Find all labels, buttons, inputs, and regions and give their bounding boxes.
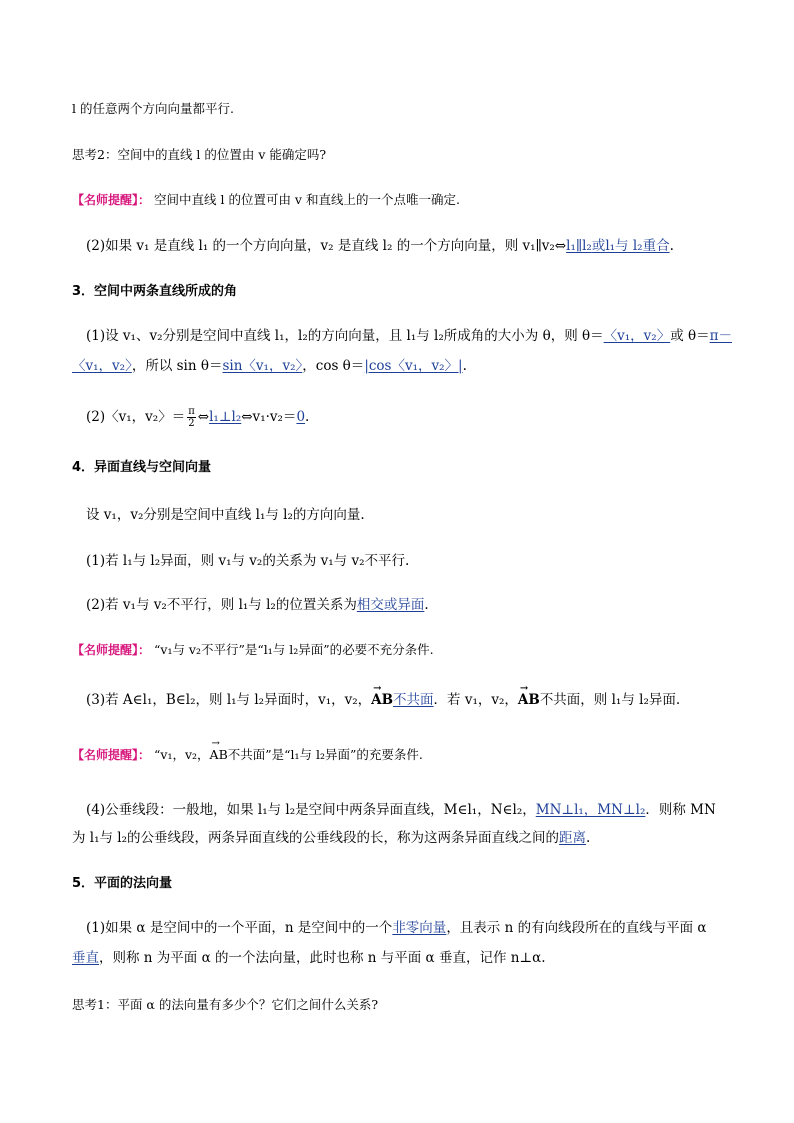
text-line: (1)若 l₁与 l₂异面，则 v₁与 v₂的关系为 v₁与 v₂不平行.: [86, 553, 410, 569]
answer-blank: 非零向量: [392, 920, 447, 936]
answer-blank: 相交或异面: [356, 597, 425, 613]
section-heading: 5．平面的法向量: [72, 876, 173, 891]
section-heading: 4．异面直线与空间向量: [72, 460, 212, 475]
text-line: (3)若 A∈l₁，B∈l₂，则 l₁与 l₂异面时，v₁，v₂，→ AB不共面．若 v₁，v₂，→ AB不共面，则 l₁与 l₂异面.: [86, 690, 734, 710]
section-heading: 3．空间中两条直线所成的角: [72, 284, 238, 299]
text-line: 为 l₁与 l₂的公垂线段，两条异面直线的公垂线段的长，称为这两条异面直线之间的距离.: [72, 830, 591, 846]
text-line: (2)〈v₁，v₂〉＝ $\frac{\pi}{2}$ ⇔l₁⊥l₂⇔v₁·v₂＝0.: [86, 406, 310, 429]
answer-blank: |cos〈v₁，v₂〉|: [364, 358, 463, 374]
think-question-1: 思考1：平面 α 的法向量有多少个？它们之间什么关系?: [72, 997, 379, 1012]
vector-ab: → AB: [518, 690, 540, 710]
answer-blank: sin〈v₁，v₂〉: [222, 358, 303, 374]
tip-label: 【名师提醒】：: [72, 643, 151, 657]
text-line: l 的任意两个方向向量都平行.: [72, 101, 234, 116]
tip-label: 【名师提醒】：: [72, 748, 151, 762]
text-line: 设 v₁，v₂分别是空间中直线 l₁与 l₂的方向向量.: [86, 507, 365, 523]
fraction: $\frac{\pi}{2}$: [188, 406, 195, 429]
tip-label: 【名师提醒】：: [72, 193, 151, 207]
text-line: (4)公垂线段：一般地，如果 l₁与 l₂是空间中两条异面直线，M∈l₁，N∈l₂，MN⊥l₁，MN⊥l₂．则称 MN: [86, 802, 716, 818]
vector-ab: → AB: [210, 745, 228, 765]
answer-blank: 不共面: [393, 692, 434, 708]
answer-blank: l₁∥l₂: [566, 238, 592, 254]
teacher-tip: 【名师提醒】： “v₁，v₂，→ AB不共面”是“l₁与 l₂异面”的充要条件.: [72, 745, 734, 765]
answer-blank: 0: [296, 409, 306, 425]
answer-blank: l₁⊥l₂: [209, 409, 242, 425]
answer-blank: 〈v₁，v₂〉: [72, 358, 132, 374]
teacher-tip: 【名师提醒】： 空间中直线 l 的位置可由 v 和直线上的一个点唯一确定.: [72, 192, 460, 207]
text-line: (1)设 v₁、v₂分别是空间中直线 l₁，l₂的方向向量，且 l₁与 l₂所成角的大小为 θ，则 θ＝〈v₁，v₂〉或 θ＝π－: [86, 328, 732, 344]
vector-ab: → AB: [371, 690, 393, 710]
text-line: 〈v₁，v₂〉，所以 sin θ＝sin〈v₁，v₂〉，cos θ＝|cos〈v₁，v₂〉|.: [72, 358, 467, 374]
answer-blank: 垂直: [72, 950, 99, 966]
answer-blank: 距离: [559, 830, 587, 846]
text-line: (1)如果 α 是空间中的一个平面，n 是空间中的一个非零向量，且表示 n 的有向线段所在的直线与平面 α: [86, 920, 707, 936]
answer-blank: l₁与 l₂重合: [605, 238, 670, 254]
text-line: (2)若 v₁与 v₂不平行，则 l₁与 l₂的位置关系为相交或异面.: [86, 597, 429, 613]
answer-blank: 〈v₁，v₂〉: [603, 328, 671, 344]
answer-blank: MN⊥l₁，MN⊥l₂: [535, 802, 646, 818]
text-line: (2)如果 v₁ 是直线 l₁ 的一个方向向量，v₂ 是直线 l₂ 的一个方向向量，则 v₁∥v₂⇔l₁∥l₂或l₁与 l₂重合.: [86, 238, 674, 254]
think-question-2: 思考2：空间中的直线 l 的位置由 v 能确定吗?: [72, 147, 327, 162]
text-line: 垂直，则称 n 为平面 α 的一个法向量，此时也称 n 与平面 α 垂直，记作 n⊥α.: [72, 950, 546, 966]
teacher-tip: 【名师提醒】： “v₁与 v₂不平行”是“l₁与 l₂异面”的必要不充分条件.: [72, 642, 434, 657]
answer-blank: π－: [709, 328, 732, 344]
